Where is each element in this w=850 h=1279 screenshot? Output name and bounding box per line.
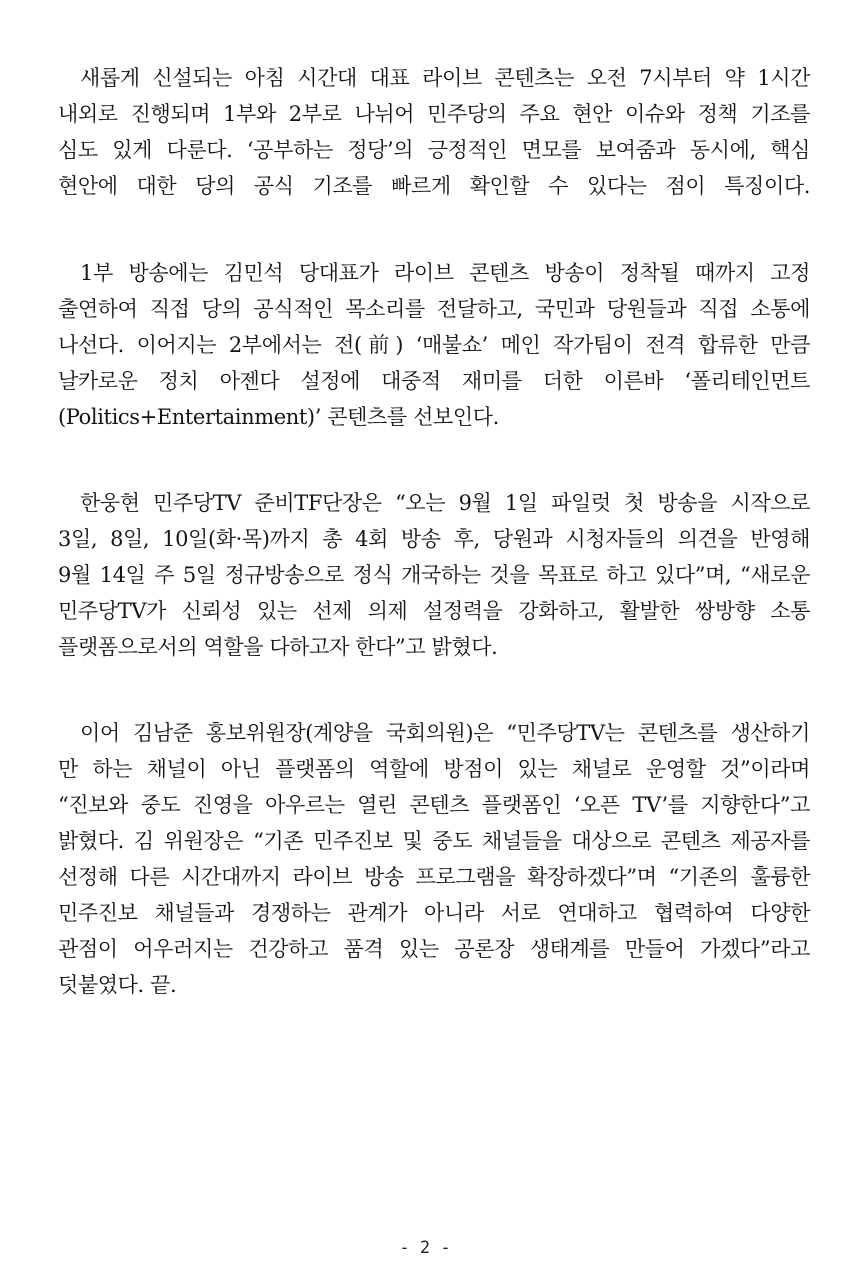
paragraph-line: 관점이 어우러지는 건강하고 품격 있는 공론장 생태계를 만들어 가겠다”라고 — [58, 937, 810, 961]
paragraph-line: 현안에 대한 당의 공식 기조를 빠르게 확인할 수 있다는 점이 특징이다. — [58, 174, 810, 198]
paragraph-line: 민주진보 채널들과 경쟁하는 관계가 아니라 서로 연대하고 협력하여 다양한 — [58, 901, 810, 925]
page-number: - 2 - — [399, 1238, 451, 1258]
paragraph-line: 날카로운 정치 아젠다 설정에 대중적 재미를 더한 이른바 ‘폴리테인먼트 — [58, 369, 810, 393]
paragraph-line: 덧붙였다. 끝. — [58, 973, 177, 997]
paragraph-part-one-broadcast — [58, 255, 810, 435]
paragraph-line: 선정해 다른 시간대까지 라이브 방송 프로그램을 확장하겠다”며 “기존의 훌륭한 — [58, 865, 810, 889]
paragraph-line: 나선다. 이어지는 2부에서는 전(前) ‘매불쇼’ 메인 작가팀이 전격 합류한 만큼 — [58, 333, 810, 357]
paragraph-line: 9월 14일 주 5일 정규방송으로 정식 개국하는 것을 목표로 하고 있다”며, “새로운 — [58, 563, 810, 587]
paragraph-line: 1부 방송에는 김민석 당대표가 라이브 콘텐츠 방송이 정착될 때까지 고정 — [80, 261, 810, 285]
paragraph-line: 만 하는 채널이 아닌 플랫폼의 역할에 방점이 있는 채널로 운영할 것”이라며 — [58, 757, 810, 781]
paragraph-line: 내외로 진행되며 1부와 2부로 나뉘어 민주당의 주요 현안 이슈와 정책 기조를 — [58, 102, 810, 126]
paragraph-line: 한웅현 민주당TV 준비TF단장은 “오는 9월 1일 파일럿 첫 방송을 시작으로 — [80, 491, 810, 515]
paragraph-tf-leader-quote — [58, 485, 810, 665]
paragraph-line: 밝혔다. 김 위원장은 “기존 민주진보 및 중도 채널들을 대상으로 콘텐츠 제공자를 — [58, 829, 810, 853]
paragraph-line: 새롭게 신설되는 아침 시간대 대표 라이브 콘텐츠는 오전 7시부터 약 1시간 — [80, 66, 810, 90]
paragraph-line: 심도 있게 다룬다. ‘공부하는 정당’의 긍정적인 면모를 보여줌과 동시에, 핵심 — [58, 138, 810, 162]
paragraph-morning-live-content — [58, 60, 810, 204]
paragraph-line: 이어 김남준 홍보위원장(계양을 국회의원)은 “민주당TV는 콘텐츠를 생산하기 — [80, 721, 810, 745]
paragraph-line: 플랫폼으로서의 역할을 다하고자 한다”고 밝혔다. — [58, 635, 498, 659]
paragraph-line: 민주당TV가 신뢰성 있는 선제 의제 설정력을 강화하고, 활발한 쌍방향 소통 — [58, 599, 810, 623]
paragraph-line: 3일, 8일, 10일(화·목)까지 총 4회 방송 후, 당원과 시청자들의 의견을 반영해 — [58, 527, 810, 551]
paragraph-line: “진보와 중도 진영을 아우르는 열린 콘텐츠 플랫폼인 ‘오픈 TV’를 지향한다”고 — [58, 793, 810, 817]
paragraph-line: (Politics+Entertainment)’ 콘텐츠를 선보인다. — [58, 405, 499, 429]
paragraph-pr-chair-quote — [58, 715, 810, 1003]
paragraph-line: 출연하여 직접 당의 공식적인 목소리를 전달하고, 국민과 당원들과 직접 소통에 — [58, 297, 810, 321]
